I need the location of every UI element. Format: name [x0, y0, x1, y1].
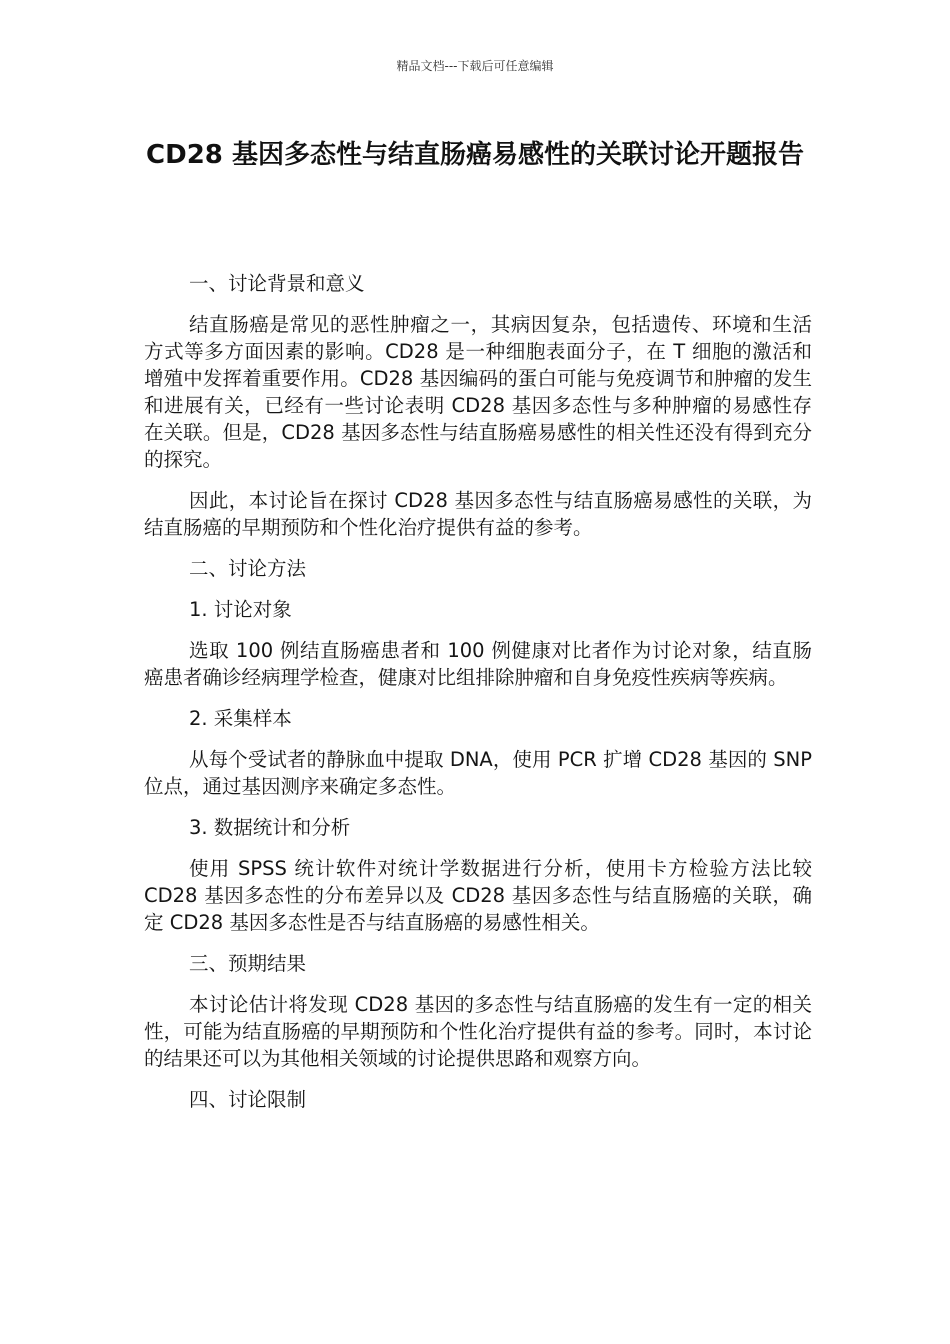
subheading-sampling: 2. 采集样本 — [189, 707, 292, 730]
document-body — [144, 270, 812, 1127]
paragraph-purpose: 因此，本讨论旨在探讨 CD28 基因多态性与结直肠癌易感性的关联，为结直肠癌的早期预防和个性化治疗提供有益的参考。 — [144, 489, 812, 539]
section-heading-methods: 二、讨论方法 — [189, 557, 307, 580]
section-heading-limitations: 四、讨论限制 — [189, 1088, 307, 1111]
section-heading-expected-results: 三、预期结果 — [189, 952, 307, 975]
paragraph-expected-results: 本讨论估计将发现 CD28 基因的多态性与结直肠癌的发生有一定的相关性，可能为结直肠癌的早期预防和个性化治疗提供有益的参考。同时，本讨论的结果还可以为其他相关领域的讨论提供思路和观察方向。 — [144, 993, 812, 1070]
paragraph-sampling: 从每个受试者的静脉血中提取 DNA，使用 PCR 扩增 CD28 基因的 SNP 位点，通过基因测序来确定多态性。 — [144, 748, 812, 798]
subheading-statistics: 3. 数据统计和分析 — [189, 816, 351, 839]
page-header: 精品文档---下载后可任意编辑 — [396, 59, 554, 73]
document-title: CD28 基因多态性与结直肠癌易感性的关联讨论开题报告 — [146, 140, 804, 170]
subheading-subjects: 1. 讨论对象 — [189, 598, 292, 621]
paragraph-background: 结直肠癌是常见的恶性肿瘤之一，其病因复杂，包括遗传、环境和生活方式等多方面因素的影响。CD28 是一种细胞表面分子，在 T 细胞的激活和增殖中发挥着重要作用。CD28 基因编码的蛋白可能与免疫调节和肿瘤的发生和进展有关，已经有一些讨论表明 CD28 基因多态性与多种肿瘤的易感性存在关联。但是，CD28 基因多态性与结直肠癌易感性的相关性还没有得到充分的探究。 — [144, 313, 812, 471]
paragraph-subjects: 选取 100 例结直肠癌患者和 100 例健康对比者作为讨论对象，结直肠癌患者确诊经病理学检查，健康对比组排除肿瘤和自身免疫性疾病等疾病。 — [144, 639, 812, 689]
section-heading-background: 一、讨论背景和意义 — [189, 272, 365, 295]
paragraph-statistics: 使用 SPSS 统计软件对统计学数据进行分析，使用卡方检验方法比较 CD28 基因多态性的分布差异以及 CD28 基因多态性与结直肠癌的关联，确定 CD28 基因多态性是否与结直肠癌的易感性相关。 — [144, 857, 812, 934]
